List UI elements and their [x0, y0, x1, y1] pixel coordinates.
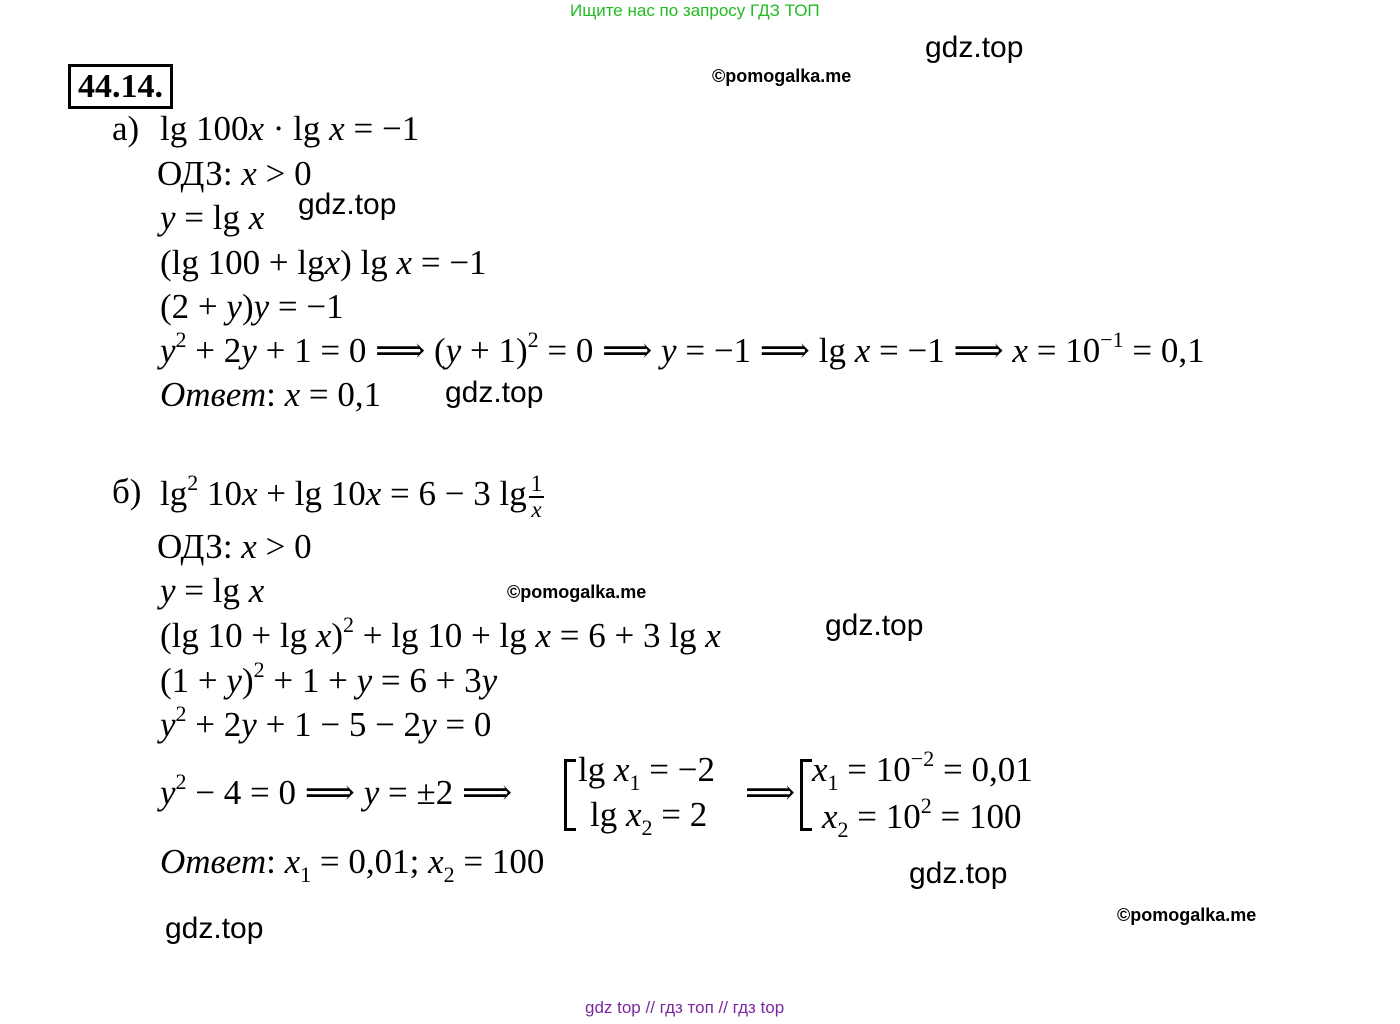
part-b-equation: $\lg^2 10x + \lg 10x = 6 - 3$ lg $\frac{1}{x}$	[160, 470, 543, 522]
system-1-line-1: $\lg x_1 = -2$	[578, 750, 716, 795]
problem-number: 44.14.	[68, 64, 173, 109]
watermark: gdz.top	[825, 609, 924, 642]
part-a-step-2: (2 + y)y = −1	[160, 287, 344, 326]
part-b-step-4: $y^2 - 4 = 0$ ⟹ y = ±2 ⟹	[160, 769, 513, 812]
system-bracket	[564, 759, 576, 831]
watermark: gdz.top	[298, 188, 397, 221]
part-a-substitution: y = lg x	[160, 198, 265, 237]
top-banner: Ищите нас по запросу ГДЗ ТОП	[570, 1, 820, 20]
part-a-equation: lg 100x · lg x = −1	[160, 109, 420, 148]
system-bracket	[800, 759, 812, 831]
part-b-substitution: y = lg x	[160, 571, 265, 610]
fraction-one-over-x: $\frac{1}{x}$	[530, 471, 543, 522]
system-1-line-2: $\lg x_2 = 2$	[590, 795, 708, 840]
part-b-step-1: (lg 10 + lg x)$^2$ + lg 10 + lg x = 6 + 3 lg x	[160, 612, 721, 655]
watermark: gdz.top	[165, 912, 264, 945]
watermark: gdz.top	[445, 376, 544, 409]
part-a-step-3: $y^2 + 2y + 1 = 0$ ⟹ $(y + 1)^2 = 0$ ⟹ y = −1 ⟹ lg x = −1 ⟹ $x = 10^{-1} = 0,1$	[160, 327, 1205, 370]
credit-label: ©pomogalka.me	[1117, 905, 1257, 925]
credit-label: ©pomogalka.me	[507, 582, 647, 602]
system-2-line-2: $x_2 = 10^2 = 100$	[822, 793, 1022, 842]
part-b-step-2: $(1 + y)^2 + 1 + y = 6 + 3y$	[160, 657, 498, 700]
watermark: gdz.top	[909, 857, 1008, 890]
part-b-domain: ОДЗ: x > 0	[157, 527, 312, 566]
system-2-line-1: $x_1 = 10^{-2} = 0,01$	[812, 746, 1033, 795]
part-a-domain: ОДЗ: x > 0	[157, 154, 312, 193]
footer-links: gdz top // гдз топ // гдз top	[585, 998, 785, 1017]
watermark: gdz.top	[925, 31, 1024, 64]
part-a-step-1: (lg 100 + lgx) lg x = −1	[160, 243, 487, 282]
credit-label: ©pomogalka.me	[712, 66, 852, 86]
part-b-step-3: $y^2 + 2y + 1 - 5 - 2y = 0$	[160, 701, 492, 744]
answer-label: Ответ	[160, 375, 267, 414]
part-a-marker: а)	[112, 109, 140, 148]
implies-arrow: ⟹	[745, 773, 796, 812]
answer-label: Ответ	[160, 842, 267, 881]
part-b-answer: Ответ: $x_1 = 0,01$; $x_2 = 100$	[160, 842, 545, 887]
part-a-answer: Ответ: x = 0,1	[160, 375, 382, 414]
part-b-marker: б)	[112, 472, 142, 511]
